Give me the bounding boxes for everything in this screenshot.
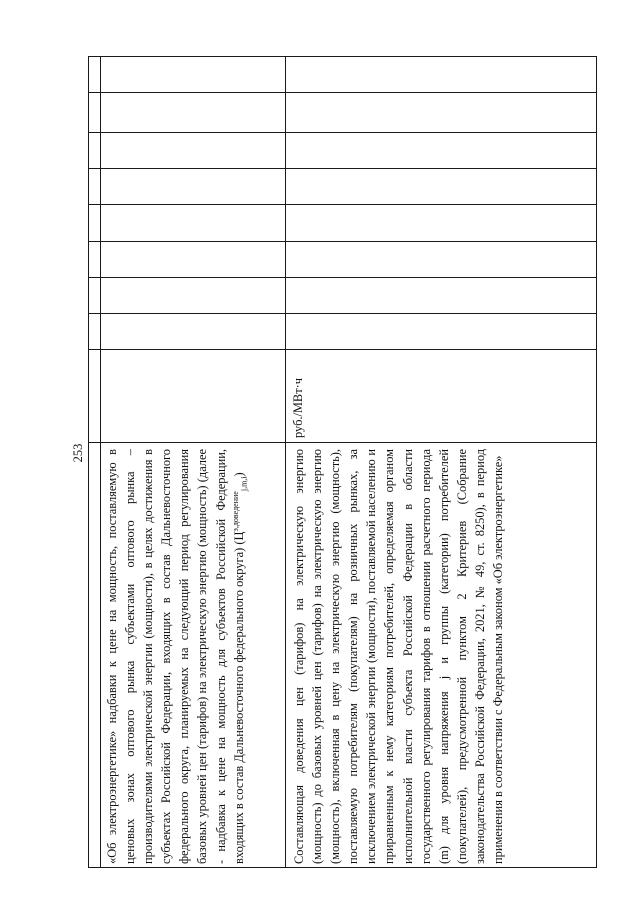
- row1-formula-sub: j,m,i: [239, 476, 249, 492]
- row1-text: «Об электроэнергетике» надбавки к цене на мощность, поставляемую в ценовых зонах оптового рынка субъектами оптового рынка – производителями электрической энергии (мощности), в целях достижения в субъектах Российской Федерации, входящих в состав Дальневосточного федерального округа, планируемых на следующий период регулирования базовых уровней цен (тарифов) на электрическую энергию (мощность) (далее - надбавка к цене на мощность для субъектов Российской Федерации, входящих в состав Дальневосточного федерального округа) (Ц: [105, 449, 246, 864]
- table-border-right: [596, 56, 597, 868]
- row2-description-cell: [285, 442, 596, 867]
- col-divider-c: [88, 168, 597, 169]
- row2-unit: руб./МВт·ч: [291, 378, 305, 438]
- page-number: 253: [71, 443, 85, 463]
- table-border-bottom: [88, 867, 597, 868]
- row2-text: Составляющая доведения цен (тарифов) на электрическую энергию (мощность) до базовых уровней цен (тарифов) на электрическую энергию (мощность), включенная в цену на электрическую энергию (мощность), поставляемую потребителям (покупателям) на розничных рынках, за исключением электрической энергии (мощности), поставляемой населению и приравненным к нему категориям потребителей, определяемая органом исполнительной власти субъекта Российской Федерации в области государственного регулирования тарифов в отношении расчетного периода (m) для уровня напряжения j и группы (категории) потребителей (покупателей), предусмотренной пунктом 2 Критериев (Собрание законодательства Российской Федерации, 2021, № 49, ст. 8250), в период применения в соответствии с Федеральным законом «Об электроэнергетике»: [292, 449, 506, 864]
- row1-description-cell: [100, 442, 285, 867]
- col-divider-f: [88, 277, 597, 278]
- col-divider-g: [88, 313, 597, 314]
- col-divider-a: [88, 92, 597, 93]
- row2-unit-cell: [285, 349, 596, 442]
- row1-formula-close: ): [231, 472, 246, 477]
- table-border-top: [88, 56, 597, 57]
- rotated-table: [88, 56, 597, 868]
- col-divider-b: [88, 132, 597, 133]
- row1-formula-sup: э,доведение: [230, 491, 240, 532]
- table-border-left: [88, 56, 89, 868]
- col-divider-e: [88, 241, 597, 242]
- col-divider-d: [88, 204, 597, 205]
